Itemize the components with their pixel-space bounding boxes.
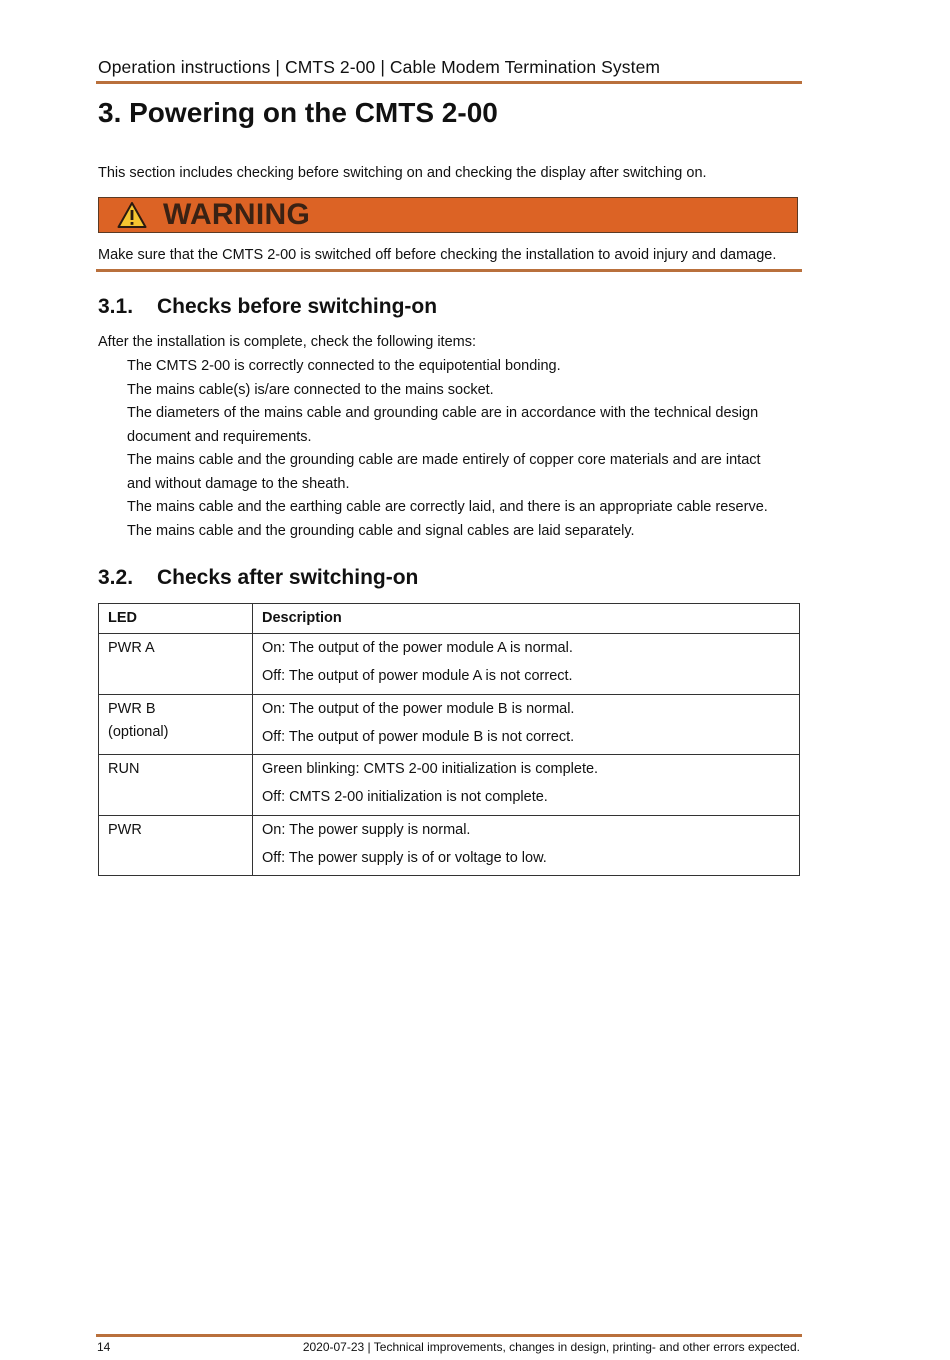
led-name: PWR B xyxy=(108,700,156,717)
list-item: The mains cable and the grounding cable and signal cables are laid separately. xyxy=(127,522,635,539)
page-number: 14 xyxy=(97,1340,111,1354)
checks-intro: After the installation is complete, check the following items: xyxy=(98,334,476,350)
off-description: Off: The power supply is of or voltage to low. xyxy=(262,849,547,866)
subsection-heading-3-2 xyxy=(98,566,418,590)
list-item: The mains cable(s) is/are connected to the mains socket. xyxy=(127,381,494,398)
off-description: Off: The output of power module A is not correct. xyxy=(262,668,573,684)
led-name: PWR xyxy=(108,821,142,838)
section-intro: This section includes checking before switching on and checking the display after switching on. xyxy=(98,165,707,181)
led-name: PWR A xyxy=(108,640,155,656)
description-cell xyxy=(253,634,800,695)
subsection-title: Checks before switching-on xyxy=(157,295,438,318)
column-header-description: Description xyxy=(253,604,800,634)
warning-triangle-icon xyxy=(117,201,147,229)
checklist xyxy=(127,355,787,543)
running-header: Operation instructions | CMTS 2-00 | Cable Modem Termination System xyxy=(98,57,661,77)
table-row xyxy=(99,815,800,876)
table-row xyxy=(99,634,800,695)
led-cell xyxy=(99,694,253,755)
led-cell xyxy=(99,634,253,695)
list-item: The CMTS 2-00 is correctly connected to the equipotential bonding. xyxy=(127,358,561,374)
warning-text: Make sure that the CMTS 2-00 is switched off before checking the installation to avoid injury and damage. xyxy=(98,247,777,263)
led-cell xyxy=(99,815,253,876)
list-item: The mains cable and the grounding cable are made entirely of copper core materials and are intact and without damage to the sheath. xyxy=(127,452,761,492)
on-description: On: The output of the power module A is normal. xyxy=(262,640,573,656)
led-cell xyxy=(99,755,253,816)
warning-rule xyxy=(96,269,802,272)
description-cell xyxy=(253,755,800,816)
warning-banner xyxy=(98,197,798,233)
header-rule xyxy=(96,81,802,84)
on-description: Green blinking: CMTS 2-00 initialization is complete. xyxy=(262,761,599,777)
subsection-heading-3-1 xyxy=(98,295,437,319)
subsection-number: 3.2. xyxy=(98,566,134,589)
description-cell xyxy=(253,694,800,755)
off-description: Off: CMTS 2-00 initialization is not complete. xyxy=(262,789,548,805)
on-description: On: The output of the power module B is normal. xyxy=(262,700,575,717)
led-status-table xyxy=(98,603,800,876)
led-note: (optional) xyxy=(108,723,169,740)
list-item: The diameters of the mains cable and grounding cable are in accordance with the technical design document and requirements. xyxy=(127,405,759,445)
subsection-title: Checks after switching-on xyxy=(157,566,419,589)
description-cell xyxy=(253,815,800,876)
subsection-number: 3.1. xyxy=(98,295,134,318)
warning-label: WARNING xyxy=(163,198,311,231)
off-description: Off: The output of power module B is not correct. xyxy=(262,728,575,745)
led-name: RUN xyxy=(108,761,140,777)
footer-note: 2020-07-23 | Technical improvements, changes in design, printing- and other errors expected. xyxy=(302,1340,800,1354)
table-row xyxy=(99,755,800,816)
footer-rule xyxy=(96,1334,802,1337)
on-description: On: The power supply is normal. xyxy=(262,821,471,838)
page-title: 3. Powering on the CMTS 2-00 xyxy=(98,97,498,128)
list-item: The mains cable and the earthing cable are correctly laid, and there is an appropriate cable reserve. xyxy=(127,499,768,515)
column-header-led: LED xyxy=(99,604,253,634)
table-header-row xyxy=(99,604,800,634)
table-row xyxy=(99,694,800,755)
